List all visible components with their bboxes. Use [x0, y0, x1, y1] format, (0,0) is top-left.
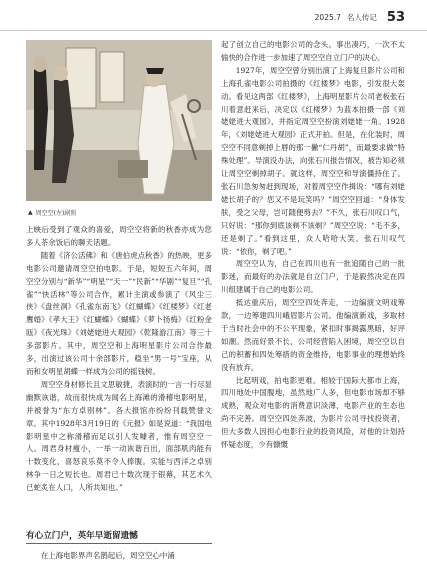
paragraph: 起了创立自己的电影公司的念头。事出凑巧，一次不太愉快的合作进一步加速了周空空自立门户的决心。 [221, 40, 405, 62]
film-still-photo [26, 40, 212, 201]
section-heading-text: 有心立门户，英年早逝留遗憾 [26, 531, 138, 541]
photo-caption [28, 205, 76, 219]
left-column-continued [26, 550, 212, 563]
caption-marker-icon: ▲ [28, 208, 33, 216]
paragraph: 比起明戏，拍电影更难。相较于国际大都市上海，四川地处中国腹地，虽然地广人多，但电影市场却不够成熟，观众对电影的消费意识淡薄，电影产业的生态也尚不完善。周空空四处奔波，为影片公司寻找投资者，但大多数人因担心电影行业的投资风险，对他的计划持怀疑态度，少有慷慨 [221, 375, 405, 450]
issue-label: 2025.7 [314, 12, 341, 22]
paragraph: 上映后受到了观众的喜爱，周空空将新的秋香亦成为您多人茶余饭后的聊天话题。 [26, 225, 212, 247]
photo-caption-text: 周空空(左)剧照 [35, 209, 77, 217]
paragraph: 周空空身材修长且文思敏捷，表演时的一言一行尽显幽默诙谐，故而很快成为闻名上海滩的滑稽电影明星，并被誉为“东方卓别林”。各大报馆亦纷纷刊载赞誉文章。其中1928年3月19日的《元报》如是说道：“我国电影明星中之称滑稽而足以引人发噱者，惟有周空空一人。周君身材瘦小，一举一动诙谐百出，面部肌肉能有十数变化，喜怒哀乐莫不令人捧腹。实能与西洋之卓别林争一日之短长也。周君已十数次现于银幕，其艺术久已蛇炙在人口，人所共知也。” [26, 379, 212, 493]
paragraph: 在上海电影界声名鹊起后，周空空心中涌 [40, 551, 175, 560]
paragraph: 1927年，周空空曾分别出演了上海复旦影片公司和上海孔雀电影公司拍摄的《红楼梦》电影，引发很大轰动。看见这两部《红楼梦》，上海明星影片公司老板张石川着意赶来后，决定以《红楼梦》为蓝本拍摄一部《刘姥姥进大观园》，并指定周空空扮演刘姥姥一角。1928年，《刘姥姥进大观园》正式开拍。但是，在化装时，周空空不同意剃掉上唇的那一撇“仁丹胡”，而最要求做“特殊处理”。导演没办法，向张石川报告情况，被告知必须让周空空剃掉胡子。就这样，周空空和导演僵持住了。张石川急匆匆赶到现场，对着周空空作揖说：“哪有刘姥姥长胡子的？您又不是玩笑吗？”周空空回道：“身体发肤，受之父母，岂可随便剪去？”不久，张石川叹口气，只好说：“那你到底该剃不该剃？”周空空说：“毛不多，还是剃了。”看到这里，众人哈哈大笑。张石川叹气说：“依你，剃了吧。” [221, 65, 405, 256]
right-column [221, 39, 405, 452]
section-heading-rule [26, 543, 212, 544]
page-header [315, 6, 405, 28]
page-number: 53 [386, 9, 405, 25]
paragraph: 周空空认为，自己在四川也有一批追随自己的一批影迷，而最好的办法就是自立门户，于是毅然决定在四川组建属于自己的电影公司。 [221, 259, 405, 295]
paragraph: 随着《济公活佛》和《唐伯虎点秋香》的热映，更多电影公司邀请周空空拍电影。于是，短短五六年间，周空空分别与“新华”“明星”“天一”“民新”“华剧”“复旦”“孔雀”“快活林”等公司合作，累计主演或参演了《风尘三侠》《盘丝洞》《孔雀东南飞》《红蝴蝶》《红楼梦》《红老鹰婚》《孝大王》《红蝴蝶》《蝴蝶》《萝卜扬梅》《红粉金瓯》《夜光珠》《刘姥姥进大观园》《乾隆游江南》等三十多部影片。其中，周空空和上海明星影片公司合作最多，出演过该公司十余部影片，稳坐“男一号”宝座，从而和女明星胡蝶一样成为公司的摇钱树。 [26, 250, 212, 376]
column-name: 名人传记 [346, 12, 377, 22]
left-column [26, 224, 212, 495]
section-heading [26, 529, 212, 541]
header-rule [0, 30, 427, 31]
film-still-illustration [26, 40, 212, 201]
paragraph: 抵达重庆后，周空空四处奔走，一边编演文明戏筹款，一边筹建四川峨眉影片公司。他编演新戏，多取材于当时社会中的不公平现象，紧扣时事揭露黑暗，好评如潮。然而好景不长，公司经营陷入困境，周空空以自己的积蓄和四处筹措的资金维持，电影事业的理想始终没有放弃。 [221, 298, 405, 372]
